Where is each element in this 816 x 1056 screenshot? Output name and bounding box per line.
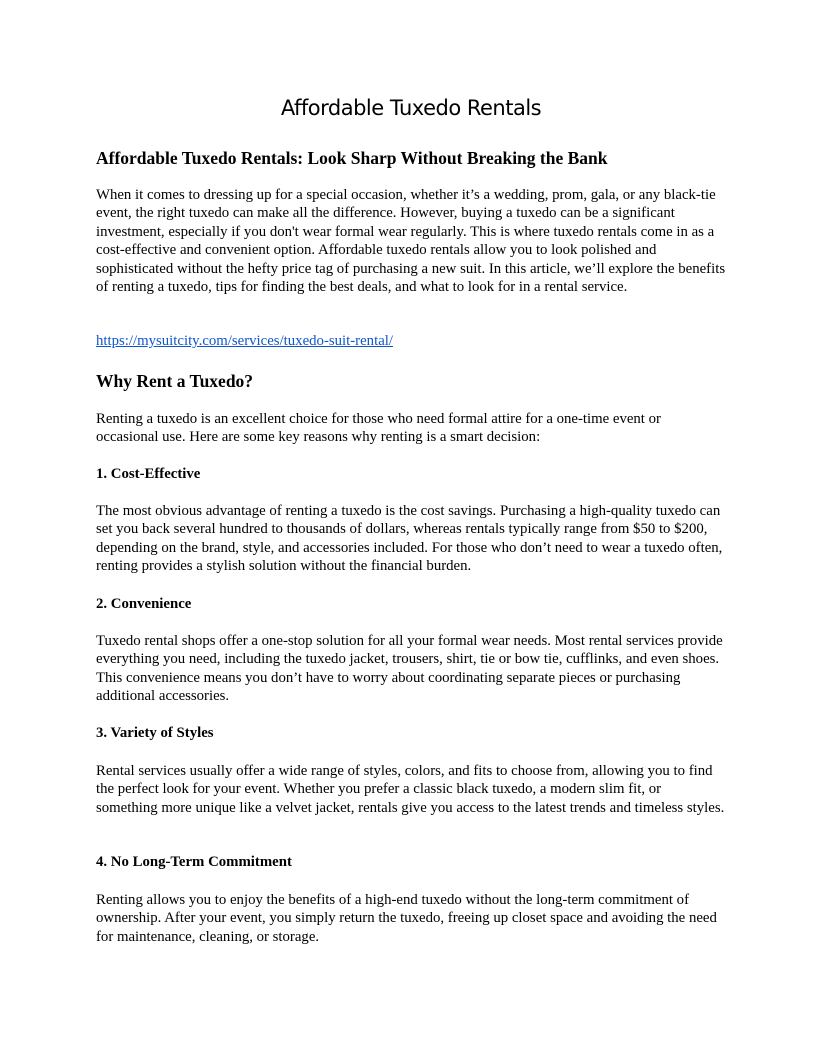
section-body-variety: Rental services usually offer a wide range of styles, colors, and fits to choose from, allowing you to find the perfect look for your event. Whether you prefer a classic black tuxedo, a modern slim fit, or something more unique like a velvet jacket, rentals give you access to the latest trends and timeless styles. — [96, 763, 725, 816]
section-heading-cost-effective: 1. Cost-Effective — [96, 466, 201, 482]
section-heading-no-commitment: 4. No Long-Term Commitment — [96, 854, 292, 870]
section-body-cost-effective: The most obvious advantage of renting a tuxedo is the cost savings. Purchasing a high-quality tuxedo can set you back several hundred to thousands of dollars, whereas rentals typically range from $50 to $200, depending on the brand, style, and accessories included. For those who don’t need to wear a tuxedo often, renting provides a stylish solution without the financial burden. — [96, 503, 723, 575]
intro-paragraph: When it comes to dressing up for a special occasion, whether it’s a wedding, prom, gala, or any black-tie event, the right tuxedo can make all the difference. However, buying a tuxedo can be a significant investment, especially if you don't wear formal wear regularly. This is where tuxedo rentals come in as a cost-effective and convenient option. Affordable tuxedo rentals allow you to look polished and sophisticated without the hefty price tag of purchasing a new suit. In this article, we’ll explore the benefits of renting a tuxedo, tips for finding the best deals, and what to look for in a rental service. — [96, 187, 726, 296]
section-heading-variety: 3. Variety of Styles — [96, 725, 214, 741]
article-subtitle: Affordable Tuxedo Rentals: Look Sharp Without Breaking the Bank — [96, 148, 608, 168]
section-heading-convenience: 2. Convenience — [96, 596, 192, 612]
document-title: Affordable Tuxedo Rentals — [280, 96, 542, 120]
why-rent-intro: Renting a tuxedo is an excellent choice for those who need formal attire for a one-time event or occasional use. Here are some key reasons why renting is a smart decision: — [96, 411, 661, 446]
why-rent-heading: Why Rent a Tuxedo? — [96, 371, 254, 391]
section-body-convenience: Tuxedo rental shops offer a one-stop solution for all your formal wear needs. Most rental services provide everything you need, including the tuxedo jacket, trousers, shirt, tie or bow tie, cufflinks, and even shoes. This convenience means you don’t have to worry about coordinating separate pieces or purchasing additional accessories. — [96, 633, 723, 705]
tuxedo-rental-link[interactable]: https://mysuitcity.com/services/tuxedo-suit-rental/ — [96, 333, 393, 349]
section-body-no-commitment: Renting allows you to enjoy the benefits of a high-end tuxedo without the long-term commitment of ownership. After your event, you simply return the tuxedo, freeing up closet space and avoiding the need for maintenance, cleaning, or storage. — [96, 892, 717, 945]
